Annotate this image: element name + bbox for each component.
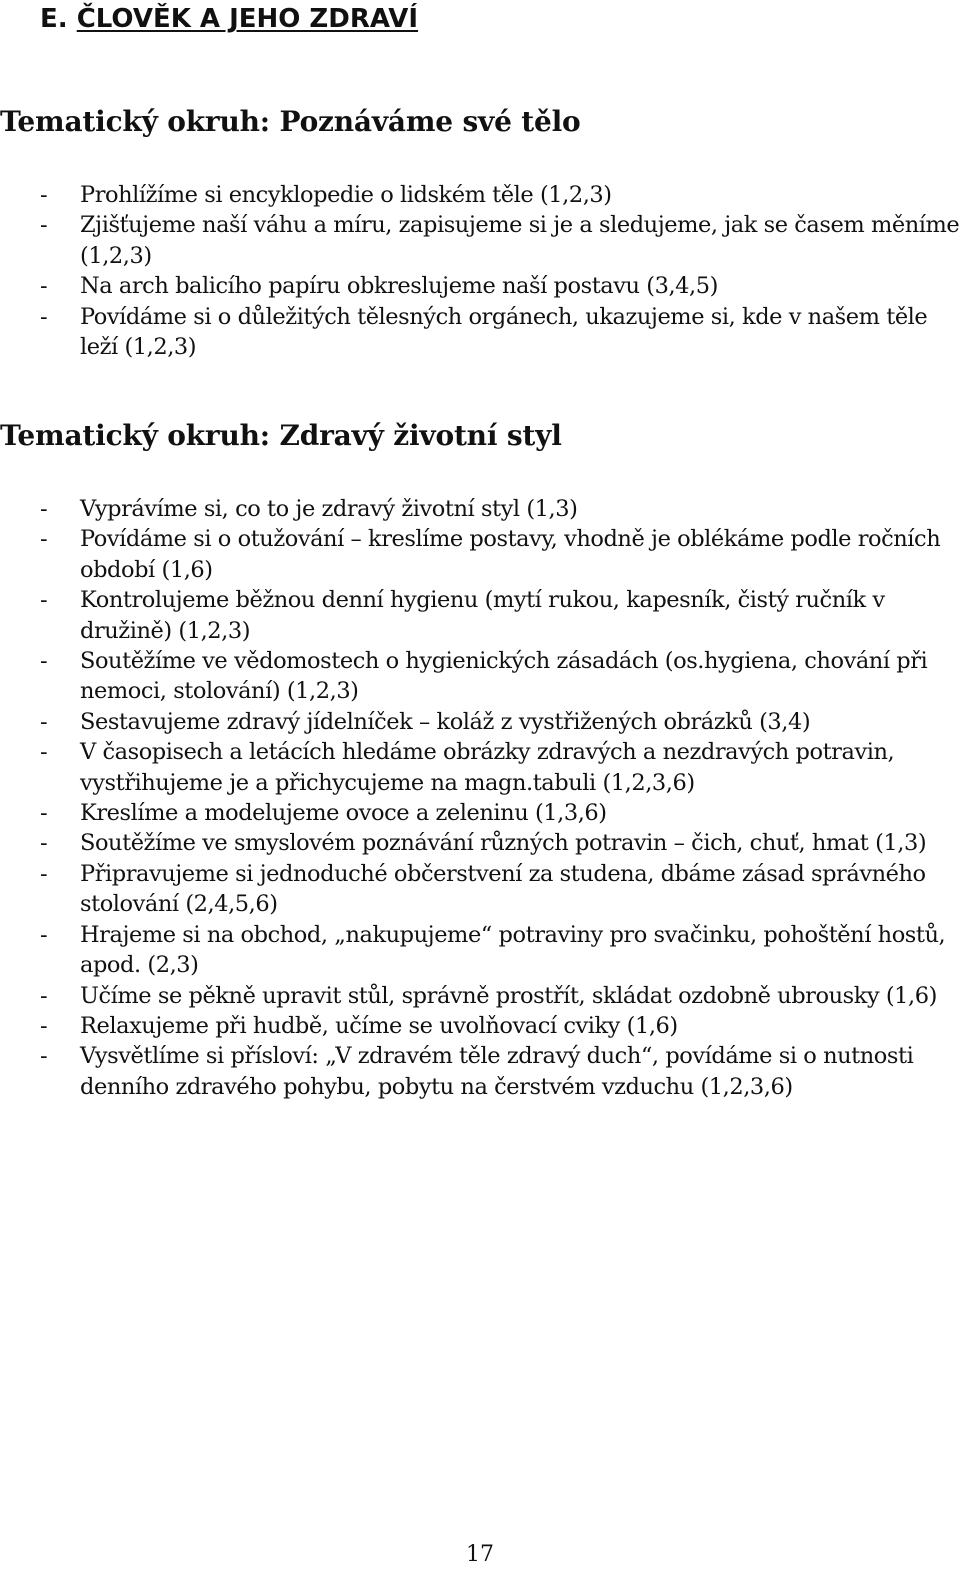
chapter-title [40, 2, 418, 36]
page-number: 17 [466, 1542, 494, 1567]
list-dash: - [40, 830, 48, 857]
list-dash: - [40, 496, 48, 522]
list-dash: - [40, 921, 48, 948]
list-dash: - [40, 303, 48, 330]
list-dash: - [40, 526, 48, 553]
list-item: - Sestavujeme zdravý jídelníček – koláž z vystřižených obrázků (3,4) [0, 707, 960, 737]
list-dash: - [40, 273, 48, 300]
list-dash: - [40, 982, 48, 1009]
list-dash: - [40, 648, 48, 675]
list-item: - Soutěžíme ve smyslovém poznávání různých potravin – čich, chuť, hmat (1,3) [0, 828, 960, 858]
list-dash: - [40, 587, 48, 614]
list-item: - Kontrolujeme běžnou denní hygienu (mytí rukou, kapesník, čistý ručník v družině) (1,2,3) [40, 587, 885, 644]
list-dash: - [40, 860, 48, 887]
list-item: - Připravujeme si jednoduché občerstvení za studena, dbáme zásad správného stolování (2,4,5,6) [40, 860, 926, 918]
list-item: - Na arch balicího papíru obkreslujeme naší postavu (3,4,5) [0, 271, 960, 301]
list-dash: - [40, 708, 48, 735]
list-item: - Soutěžíme ve vědomostech o hygienických zásadách (os.hygiena, chování při nemoci, stolování) (1,2,3) [40, 648, 928, 705]
chapter-title-text: ČLOVĚK A JEHO ZDRAVÍ [76, 4, 419, 34]
activity-list [0, 494, 960, 1102]
list-dash: - [40, 182, 48, 208]
section-heading: Tematický okruh: Poznáváme své tělo [0, 105, 581, 138]
list-item: - V časopisech a letácích hledáme obrázky zdravých a nezdravých potravin, vystřihujeme je a přichycujeme na magn.tabuli (1,2,3,6) [40, 739, 895, 796]
chapter-letter: E. [40, 4, 68, 34]
list-item: - Povídáme si o důležitých tělesných orgánech, ukazujeme si, kde v našem těle leží (1,2,3) [40, 303, 928, 361]
list-item: - Prohlížíme si encyklopedie o lidském těle (1,2,3) [0, 180, 960, 210]
list-dash: - [40, 739, 48, 766]
list-item: - Hrajeme si na obchod, „nakupujeme“ potraviny pro svačinku, pohoštění hostů, apod. (2,3) [40, 921, 946, 979]
list-dash: - [40, 1043, 48, 1070]
list-item: - Učíme se pěkně upravit stůl, správně prostřít, skládat ozdobně ubrousky (1,6) [0, 981, 960, 1011]
list-item: - Povídáme si o otužování – kreslíme postavy, vhodně je oblékáme podle ročních období (1,6) [40, 526, 941, 583]
list-item: - Vysvětlíme si přísloví: „V zdravém těle zdravý duch“, povídáme si o nutnosti denního zdravého pohybu, pobytu na čerstvém vzduchu (1,2,3,6) [40, 1043, 914, 1100]
activity-list [0, 180, 960, 362]
list-dash: - [40, 212, 48, 239]
list-item: - Zjišťujeme naší váhu a míru, zapisujeme si je a sledujeme, jak se časem měníme (1,2,3) [40, 212, 960, 269]
section-zdravy-zivotni-styl [0, 418, 960, 1102]
list-item: - Relaxujeme při hudbě, učíme se uvolňovací cviky (1,6) [0, 1011, 960, 1041]
list-item: - Kreslíme a modelujeme ovoce a zeleninu (1,3,6) [0, 798, 960, 828]
list-item: - Vyprávíme si, co to je zdravý životní styl (1,3) [0, 494, 960, 524]
section-heading: Tematický okruh: Zdravý životní styl [0, 419, 562, 452]
list-dash: - [40, 1012, 48, 1039]
list-dash: - [40, 800, 48, 827]
section-poznavame-sve-telo [0, 104, 960, 362]
